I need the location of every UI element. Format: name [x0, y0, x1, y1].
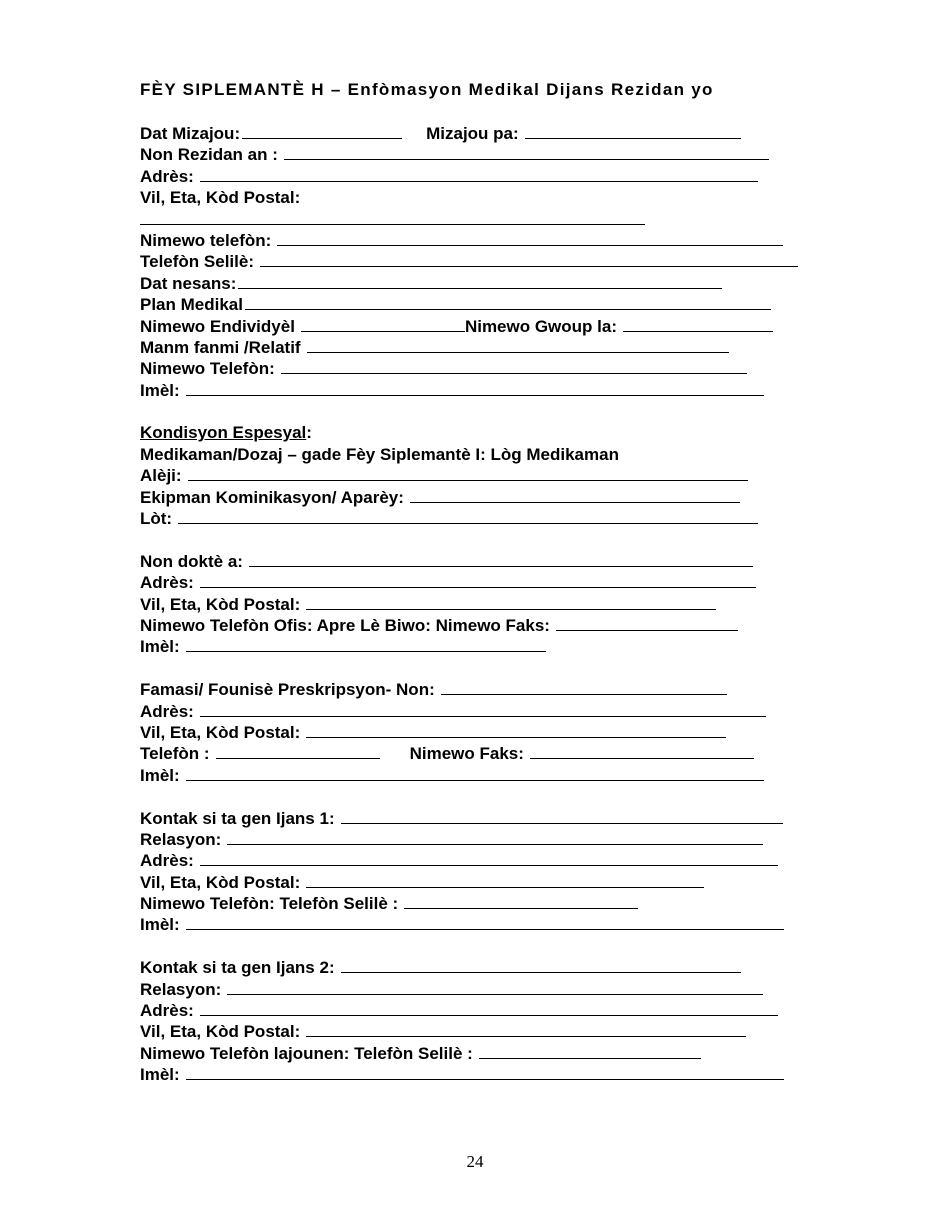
- emergency-medical-form: [140, 123, 830, 1086]
- pharmacy-phone-field[interactable]: [216, 743, 380, 759]
- doctor-name-row: [140, 551, 830, 572]
- update-date-label: Dat Mizajou:: [140, 124, 241, 143]
- doctor-email-label: Imèl:: [140, 637, 180, 657]
- doctor-address-row: [140, 572, 830, 593]
- resident-phone-field[interactable]: [277, 230, 783, 246]
- pharmacy-name-row: [140, 679, 830, 700]
- emergency2-email-field[interactable]: [186, 1064, 784, 1080]
- resident-city-label: Vil, Eta, Kòd Postal:: [140, 188, 301, 208]
- emergency2-address-label: Adrès:: [140, 1001, 194, 1021]
- emergency1-relation-field[interactable]: [227, 829, 763, 845]
- medical-plan-label: Plan Medikal: [140, 295, 243, 315]
- special-conditions-heading-row: [140, 422, 830, 443]
- medications-note: Medikaman/Dozaj – gade Fèy Siplemantè I: Lòg Medikaman: [140, 444, 619, 464]
- emergency1-relation-row: [140, 829, 830, 850]
- resident-email-label: Imèl:: [140, 380, 180, 400]
- resident-cell-field[interactable]: [260, 251, 798, 267]
- family-row: [140, 337, 830, 358]
- pharmacy-phone-row: [140, 743, 830, 764]
- medical-plan-field[interactable]: [245, 294, 771, 310]
- resident-city-field[interactable]: [140, 209, 645, 225]
- special-conditions-heading: Kondisyon Espesyal: [140, 423, 307, 443]
- resident-address-field[interactable]: [200, 166, 758, 182]
- pharmacy-email-field[interactable]: [186, 765, 764, 781]
- emergency1-city-row: [140, 872, 830, 893]
- emergency1-phone-label: Nimewo Telefòn: Telefòn Selilè :: [140, 894, 399, 914]
- emergency1-contact-row: [140, 808, 830, 829]
- other-label: Lòt:: [140, 509, 173, 529]
- emergency2-contact-label: Kontak si ta gen Ijans 2:: [140, 958, 335, 978]
- emergency2-city-row: [140, 1021, 830, 1042]
- pharmacy-city-field[interactable]: [306, 722, 726, 738]
- pharmacy-name-label: Famasi/ Founisè Preskripsyon- Non:: [140, 680, 435, 700]
- pharmacy-address-row: [140, 701, 830, 722]
- family-phone-row: [140, 358, 830, 379]
- doctor-address-field[interactable]: [200, 572, 756, 588]
- doctor-city-field[interactable]: [306, 594, 716, 610]
- pharmacy-email-row: [140, 765, 830, 786]
- birth-date-field[interactable]: [238, 273, 722, 289]
- emergency1-email-row: [140, 914, 830, 935]
- resident-email-field[interactable]: [186, 380, 764, 396]
- resident-city-row: [140, 187, 830, 208]
- resident-name-field[interactable]: [284, 144, 769, 160]
- equipment-label: Ekipman Kominikasyon/ Aparèy:: [140, 487, 404, 507]
- birth-date-label: Dat nesans:: [140, 273, 237, 293]
- special-conditions-colon: :: [306, 423, 312, 443]
- pharmacy-city-row: [140, 722, 830, 743]
- update-row: [140, 123, 830, 144]
- resident-phone-label: Nimewo telefòn:: [140, 230, 272, 250]
- emergency2-contact-row: [140, 957, 830, 978]
- emergency1-email-label: Imèl:: [140, 915, 180, 935]
- emergency2-city-label: Vil, Eta, Kòd Postal:: [140, 1022, 301, 1042]
- pharmacy-fax-field[interactable]: [530, 743, 754, 759]
- family-field[interactable]: [307, 337, 729, 353]
- birth-date-row: [140, 273, 830, 294]
- pharmacy-city-label: Vil, Eta, Kòd Postal:: [140, 722, 301, 742]
- updated-by-label: Mizajou pa:: [426, 124, 519, 143]
- individual-number-label: Nimewo Endividyèl: [140, 316, 295, 336]
- page-number: 24: [466, 1152, 484, 1171]
- pharmacy-phone-label: Telefòn :: [140, 744, 210, 764]
- emergency1-phone-row: [140, 893, 830, 914]
- family-phone-field[interactable]: [281, 358, 747, 374]
- emergency2-relation-row: [140, 979, 830, 1000]
- group-number-field[interactable]: [623, 316, 773, 332]
- emergency1-contact-field[interactable]: [341, 808, 783, 824]
- emergency2-email-row: [140, 1064, 830, 1085]
- member-number-row: [140, 316, 830, 337]
- family-label: Manm fanmi /Relatif: [140, 337, 301, 357]
- resident-cell-row: [140, 251, 830, 272]
- resident-address-row: [140, 166, 830, 187]
- allergy-field[interactable]: [188, 465, 748, 481]
- doctor-fax-field[interactable]: [556, 615, 738, 631]
- pharmacy-address-field[interactable]: [200, 701, 766, 717]
- other-field[interactable]: [178, 508, 758, 524]
- emergency1-city-field[interactable]: [306, 872, 704, 888]
- doctor-email-field[interactable]: [186, 636, 546, 652]
- emergency2-relation-label: Relasyon:: [140, 979, 222, 999]
- medical-plan-row: [140, 294, 830, 315]
- emergency2-email-label: Imèl:: [140, 1065, 180, 1085]
- resident-cell-label: Telefòn Selilè:: [140, 252, 254, 272]
- other-row: [140, 508, 830, 529]
- page-title: FÈY SIPLEMANTÈ H – Enfòmasyon Medikal Dijans Rezidan yo: [140, 80, 714, 99]
- resident-phone-row: [140, 230, 830, 251]
- family-phone-label: Nimewo Telefòn:: [140, 359, 275, 379]
- pharmacy-email-label: Imèl:: [140, 765, 180, 785]
- allergy-row: [140, 465, 830, 486]
- group-number-label: Nimewo Gwoup la:: [464, 316, 617, 336]
- allergy-label: Alèji:: [140, 466, 182, 486]
- emergency1-cell-field[interactable]: [404, 893, 638, 909]
- doctor-address-label: Adrès:: [140, 573, 194, 593]
- doctor-phone-label: Nimewo Telefòn Ofis: Apre Lè Biwo: Nimewo Faks:: [140, 615, 550, 635]
- individual-number-field[interactable]: [301, 316, 465, 332]
- updated-by-field[interactable]: [525, 123, 741, 139]
- doctor-name-field[interactable]: [249, 551, 753, 567]
- doctor-phone-row: [140, 615, 830, 636]
- doctor-name-label: Non doktè a:: [140, 551, 243, 571]
- resident-address-label: Adrès:: [140, 166, 194, 186]
- update-date-field[interactable]: [242, 123, 402, 139]
- emergency2-phone-label: Nimewo Telefòn lajounen: Telefòn Selilè :: [140, 1043, 473, 1063]
- emergency1-address-row: [140, 850, 830, 871]
- resident-email-row: [140, 380, 830, 401]
- emergency1-city-label: Vil, Eta, Kòd Postal:: [140, 872, 301, 892]
- emergency1-email-field[interactable]: [186, 914, 784, 930]
- emergency2-contact-field[interactable]: [341, 957, 741, 973]
- resident-name-label: Non Rezidan an :: [140, 145, 278, 165]
- emergency2-city-field[interactable]: [306, 1021, 746, 1037]
- emergency1-address-label: Adrès:: [140, 851, 194, 871]
- emergency2-phone-row: [140, 1043, 830, 1064]
- equipment-field[interactable]: [410, 487, 740, 503]
- emergency2-address-row: [140, 1000, 830, 1021]
- emergency2-address-field[interactable]: [200, 1000, 778, 1016]
- pharmacy-name-field[interactable]: [441, 679, 727, 695]
- doctor-city-row: [140, 594, 830, 615]
- emergency1-contact-label: Kontak si ta gen Ijans 1:: [140, 808, 335, 828]
- pharmacy-address-label: Adrès:: [140, 701, 194, 721]
- emergency2-cell-field[interactable]: [479, 1043, 701, 1059]
- emergency1-relation-label: Relasyon:: [140, 829, 222, 849]
- emergency2-relation-field[interactable]: [227, 979, 763, 995]
- resident-city-field-row: [140, 209, 830, 230]
- pharmacy-fax-label: Nimewo Faks:: [409, 744, 524, 764]
- emergency1-address-field[interactable]: [200, 850, 778, 866]
- doctor-email-row: [140, 636, 830, 657]
- resident-name-row: [140, 144, 830, 165]
- equipment-row: [140, 487, 830, 508]
- medications-note-row: [140, 444, 830, 465]
- doctor-city-label: Vil, Eta, Kòd Postal:: [140, 594, 301, 614]
